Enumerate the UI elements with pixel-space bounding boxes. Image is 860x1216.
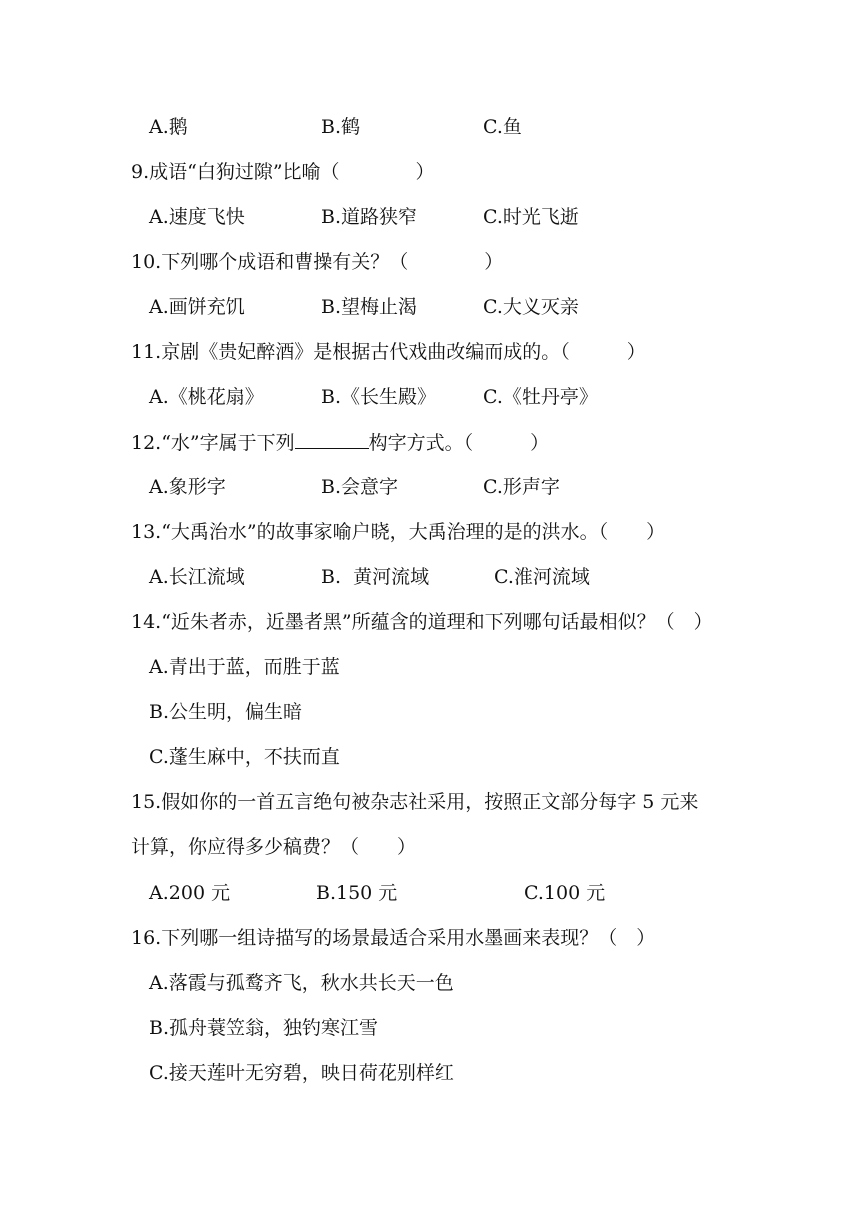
- q12-option-b: B.会意字: [321, 476, 399, 498]
- q8-option-a: A.鹅: [149, 116, 188, 138]
- q16-stem: 16.下列哪一组诗描写的场景最适合采用水墨画来表现？（ ）: [131, 927, 656, 949]
- q14-stem: 14.“近朱者赤，近墨者黑”所蕴含的道理和下列哪句话最相似？（ ）: [131, 611, 713, 633]
- q11-option-a: A.《桃花扇》: [149, 386, 264, 408]
- q14-option-c: C.蓬生麻中，不扶而直: [149, 746, 340, 768]
- q10-option-b: B.望梅止渴: [321, 296, 418, 318]
- q11-option-c: C.《牡丹亭》: [483, 386, 598, 408]
- q15-option-a: A.200 元: [149, 882, 231, 904]
- q10-stem: 10.下列哪个成语和曹操有关？（ ）: [131, 251, 504, 273]
- q12-stem-post: 构字方式。（ ）: [368, 432, 550, 454]
- q16-option-a: A.落霞与孤鹜齐飞，秋水共长天一色: [149, 972, 454, 994]
- q16-option-c: C.接天莲叶无穷碧，映日荷花别样红: [149, 1062, 454, 1084]
- q14-option-a: A.青出于蓝，而胜于蓝: [149, 656, 340, 678]
- q13-option-b: B. 黄河流域: [321, 566, 430, 588]
- q13-stem: 13.“大禹治水”的故事家喻户晓，大禹治理的是的洪水。（ ）: [131, 521, 666, 543]
- q12-option-c: C.形声字: [483, 476, 560, 498]
- q9-stem: 9.成语“白狗过隙”比喻（ ）: [131, 161, 435, 183]
- q8-option-c: C.鱼: [483, 116, 522, 138]
- q13-option-c: C.淮河流域: [494, 566, 590, 588]
- q15-option-c: C.100 元: [524, 882, 606, 904]
- q12-option-a: A.象形字: [149, 476, 226, 498]
- q10-option-c: C.大义灭亲: [483, 296, 579, 318]
- q9-option-a: A.速度飞快: [149, 206, 245, 228]
- q15-stem-line1: 15.假如你的一首五言绝句被杂志社采用，按照正文部分每字 5 元来: [131, 791, 699, 813]
- q11-stem: 11.京剧《贵妃醉酒》是根据古代戏曲改编而成的。（ ）: [131, 341, 646, 363]
- q15-stem-line2: 计算，你应得多少稿费？（ ）: [131, 836, 417, 858]
- q13-option-a: A.长江流域: [149, 566, 245, 588]
- q14-option-b: B.公生明，偏生暗: [149, 701, 303, 723]
- q10-option-a: A.画饼充饥: [149, 296, 245, 318]
- q8-option-b: B.鹤: [321, 116, 361, 138]
- q12-stem: [131, 430, 549, 455]
- q9-option-c: C.时光飞逝: [483, 206, 579, 228]
- q9-option-b: B.道路狭窄: [321, 206, 418, 228]
- q16-option-b: B.孤舟蓑笠翁，独钓寒江雪: [149, 1017, 379, 1039]
- q15-option-b: B.150 元: [316, 882, 398, 904]
- q11-option-b: B.《长生殿》: [321, 386, 437, 408]
- q12-stem-pre: 12.“水”字属于下列: [131, 432, 295, 454]
- q12-answer-blank: [295, 430, 369, 449]
